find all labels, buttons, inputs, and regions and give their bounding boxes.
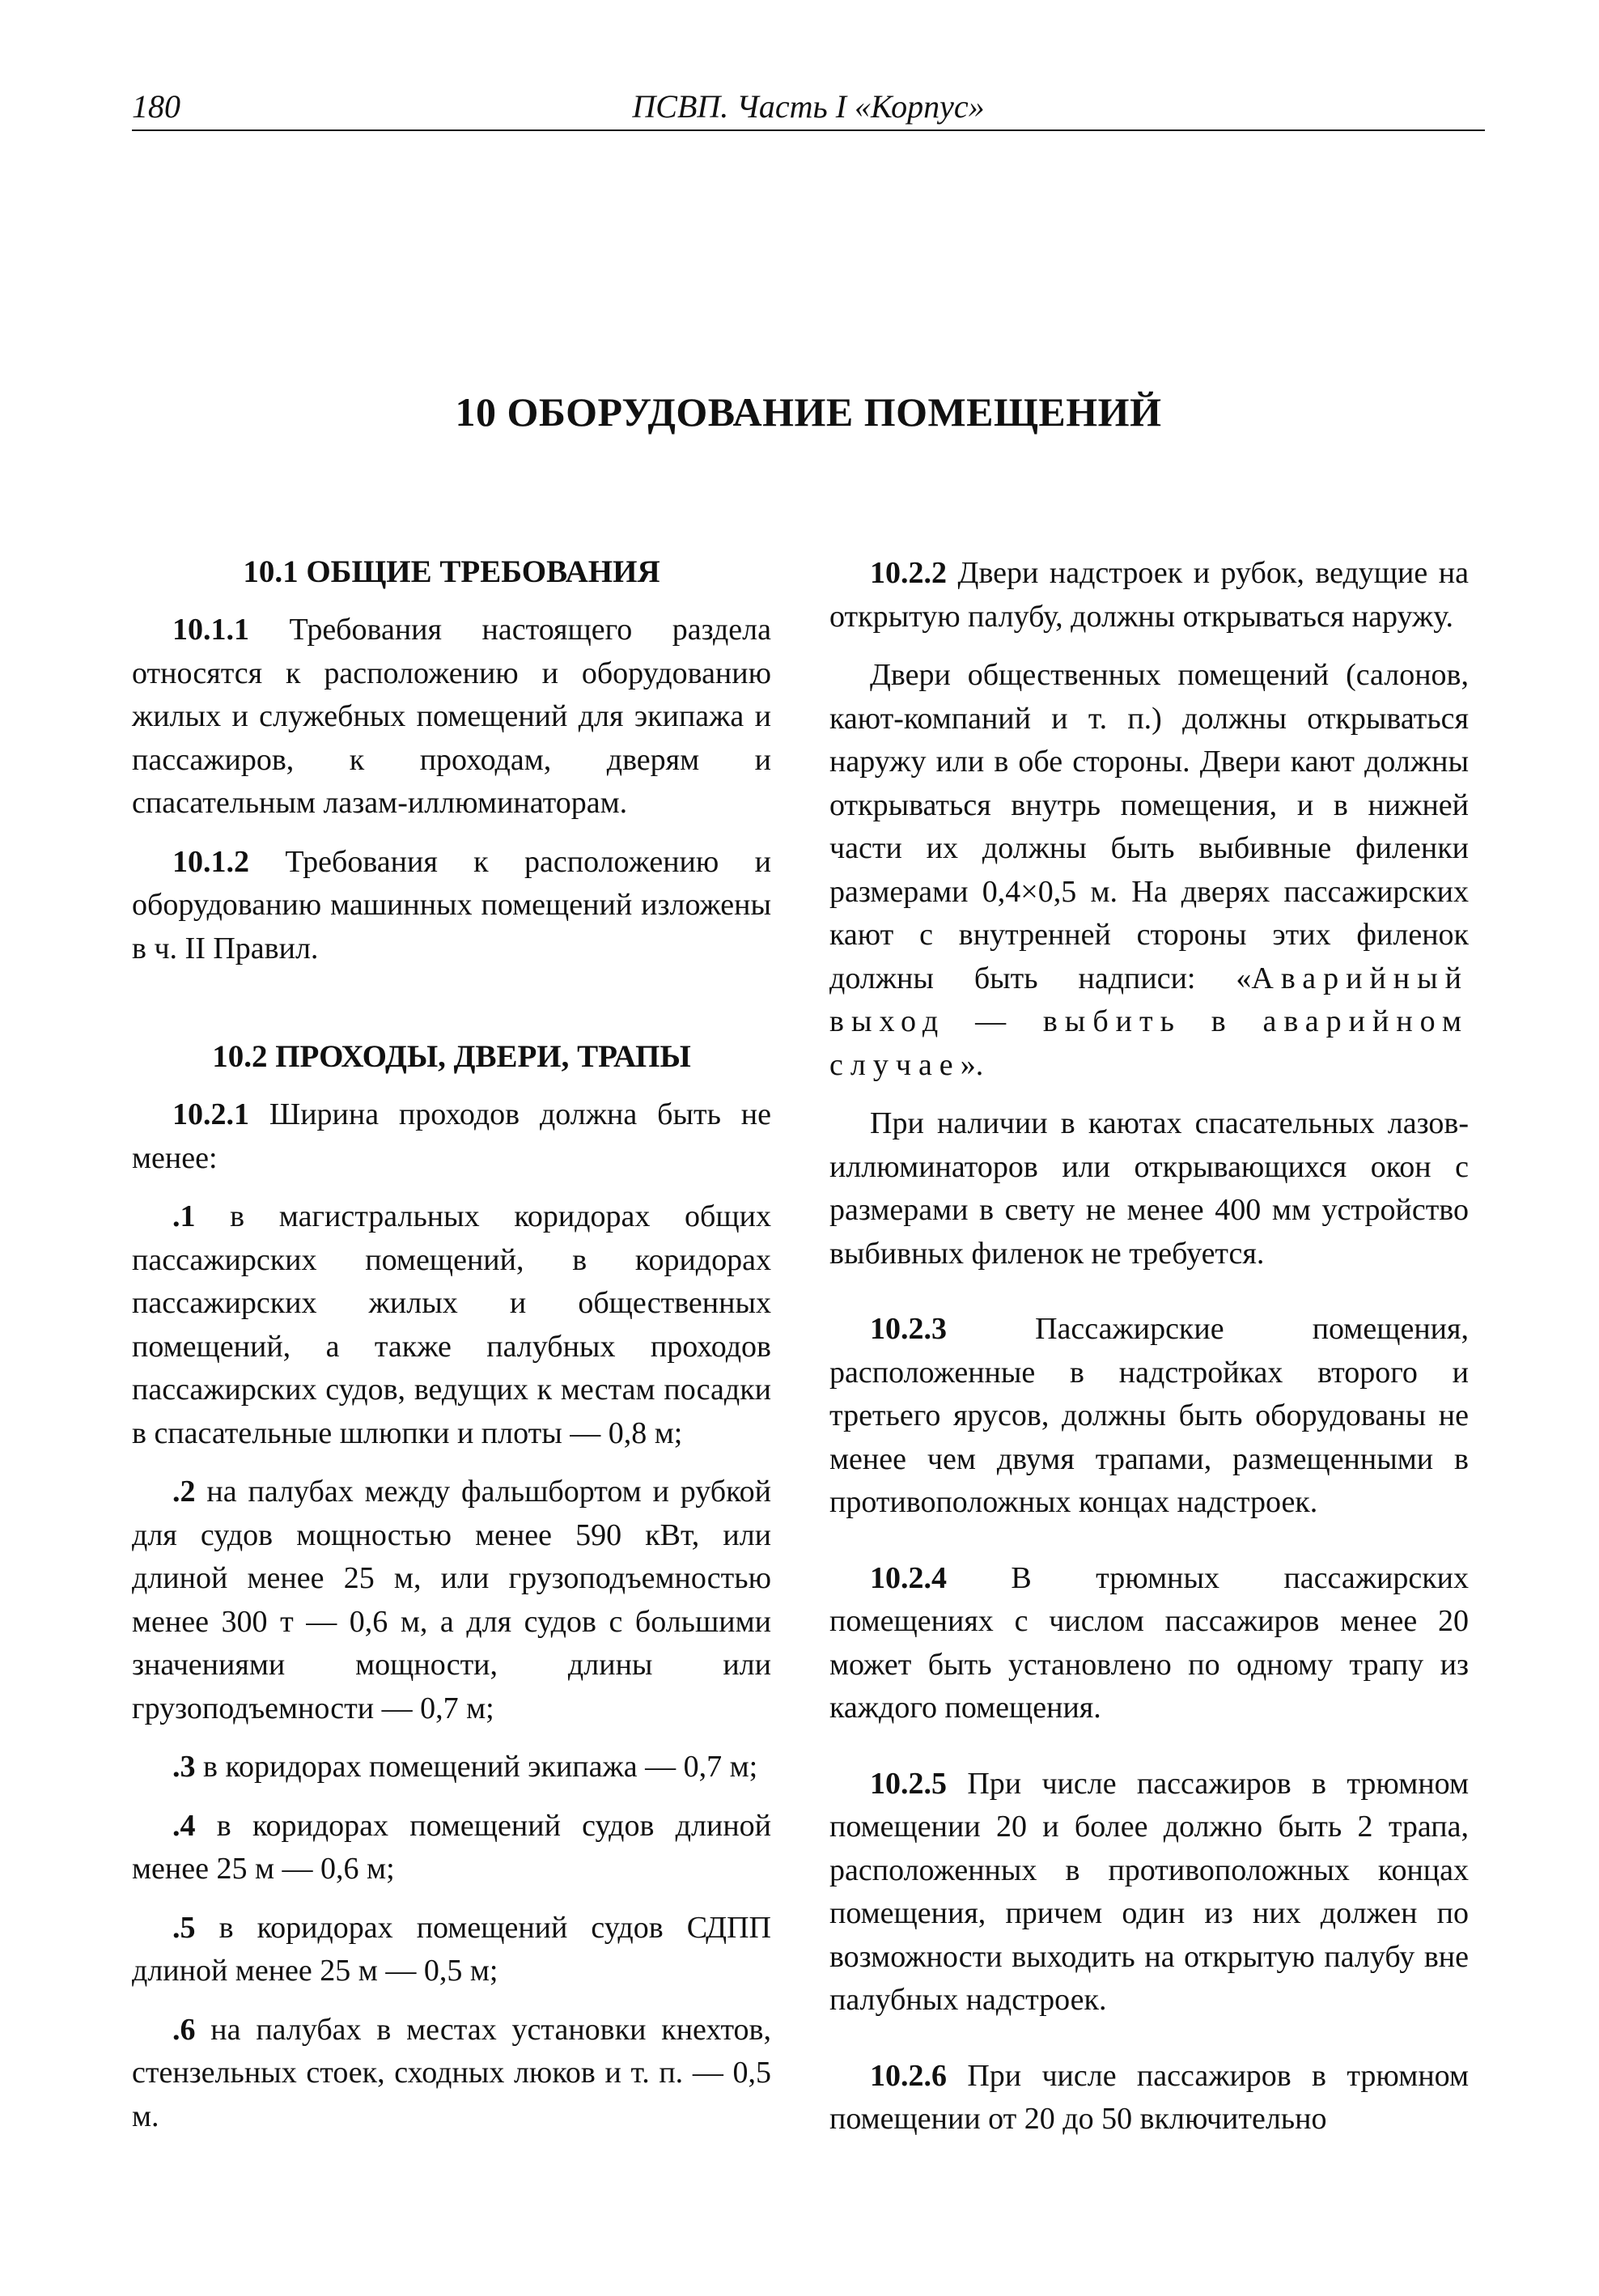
clause-number: 10.2.4 xyxy=(870,1560,947,1595)
item-text: на палубах между фальшбортом и рубкой для судов мощностью менее 590 кВт, или длиной менее 25 м, или грузоподъемностью менее 300 т — 0,6 м, а для судов с большими значениями мощности, длины или грузоподъемности — 0,7 м; xyxy=(132,1475,771,1725)
list-item-2 xyxy=(132,1471,771,1730)
paragraph-text: При наличии в каютах спасательных лазов-иллюминаторов или открывающихся окон с размерами в свету не менее 400 мм устройство выбивных филенок не требуется. xyxy=(829,1106,1469,1271)
item-text: в магистральных коридорах общих пассажирских помещений, в коридорах пассажирских жилых и общественных помещений, а также палубных проходов пассажирских судов, ведущих к местам посадки в спасательные шлюпки и плоты — 0,8 м; xyxy=(132,1199,771,1450)
paragraph-10-2-4 xyxy=(829,1557,1469,1730)
page-number: 180 xyxy=(132,88,180,125)
clause-number: 10.2.6 xyxy=(870,2058,947,2093)
list-item-3 xyxy=(132,1746,771,1789)
item-number: .5 xyxy=(172,1910,196,1945)
emergency-exit-inscription: Аварийный выход — выбить в аварийном случае xyxy=(829,961,1469,1082)
clause-number: 10.2.1 xyxy=(172,1097,249,1131)
paragraph-10-2-2 xyxy=(829,552,1469,639)
paragraph-10-1-2 xyxy=(132,841,771,971)
item-text: в коридорах помещений судов СДПП длиной менее 25 м — 0,5 м; xyxy=(132,1910,771,1988)
clause-number: 10.2.2 xyxy=(870,556,947,590)
clause-text: Двери надстроек и рубок, ведущие на открытую палубу, должны открываться наружу. xyxy=(829,556,1469,634)
chapter-title: 10 ОБОРУДОВАНИЕ ПОМЕЩЕНИЙ xyxy=(455,389,1162,435)
list-item-5 xyxy=(132,1907,771,1993)
paragraph-10-1-1 xyxy=(132,609,771,825)
clause-text: Ширина проходов должна быть не менее: xyxy=(132,1097,771,1175)
paragraph-text: Двери общественных помещений (салонов, кают-компаний и т. п.) должны открываться наружу или в обе стороны. Двери кают должны открываться внутрь помещения, и в нижней части их должны быть выбивные филенки размерами 0,4×0,5 м. На дверях пассажирских кают с внутренней стороны этих филенок должны быть надписи: « xyxy=(829,658,1469,995)
left-column xyxy=(132,552,771,2154)
paragraph-10-2-6 xyxy=(829,2055,1469,2141)
item-number: .1 xyxy=(172,1199,196,1233)
section-heading-10-2: 10.2 ПРОХОДЫ, ДВЕРИ, ТРАПЫ xyxy=(212,1039,691,1074)
clause-number: 10.1.1 xyxy=(172,613,249,647)
item-text: в коридорах помещений экипажа — 0,7 м; xyxy=(195,1750,758,1784)
paragraph-10-2-3 xyxy=(829,1308,1469,1525)
item-number: .6 xyxy=(172,2012,196,2047)
clause-text: В трюмных пассажирских помещениях с числом пассажиров менее 20 может быть установлено по одному трапу из каждого помещения. xyxy=(829,1560,1469,1725)
list-item-1 xyxy=(132,1195,771,1455)
clause-number: 10.2.5 xyxy=(870,1766,947,1801)
item-text: на палубах в местах установки кнехтов, стензельных стоек, сходных люков и т. п. — 0,5 м. xyxy=(132,2012,771,2133)
clause-text: Требования к расположению и оборудованию машинных помещений изложены в ч. II Правил. xyxy=(132,844,771,966)
running-header xyxy=(132,84,1485,131)
header-title: ПСВП. Часть I «Корпус» xyxy=(632,88,985,125)
paragraph-escape-hatches xyxy=(829,1102,1469,1275)
item-number: .4 xyxy=(172,1808,196,1843)
item-number: .2 xyxy=(172,1475,196,1509)
paragraph-text-end: ». xyxy=(960,1047,984,1082)
clause-number: 10.1.2 xyxy=(172,844,249,879)
clause-text: Требования настоящего раздела относятся к расположению и оборудованию жилых и служебных помещений для экипажа и пассажиров, к проходам, дверям и спасательным лазам-иллюминаторам. xyxy=(132,613,771,820)
clause-text: При числе пассажиров в трюмном помещении 20 и более должно быть 2 трапа, расположенных в противоположных концах помещения, причем один из них должен по возможности выходить на открытую палубу вне палубных надстроек. xyxy=(829,1766,1469,2017)
item-number: .3 xyxy=(172,1750,196,1784)
clause-number: 10.2.3 xyxy=(870,1312,947,1346)
paragraph-doors xyxy=(829,654,1469,1087)
list-item-6 xyxy=(132,2009,771,2139)
clause-text: Пассажирские помещения, расположенные в надстройках второго и третьего ярусов, должны быть оборудованы не менее чем двумя трапами, размещенными в противоположных концах надстроек. xyxy=(829,1312,1469,1519)
item-text: в коридорах помещений судов длиной менее 25 м — 0,6 м; xyxy=(132,1808,771,1886)
section-heading-10-1: 10.1 ОБЩИЕ ТРЕБОВАНИЯ xyxy=(243,554,660,589)
clause-text: При числе пассажиров в трюмном помещении от 20 до 50 включительно xyxy=(829,2058,1469,2136)
paragraph-10-2-1 xyxy=(132,1093,771,1180)
right-column xyxy=(829,552,1469,2157)
paragraph-10-2-5 xyxy=(829,1763,1469,2022)
list-item-4 xyxy=(132,1805,771,1891)
